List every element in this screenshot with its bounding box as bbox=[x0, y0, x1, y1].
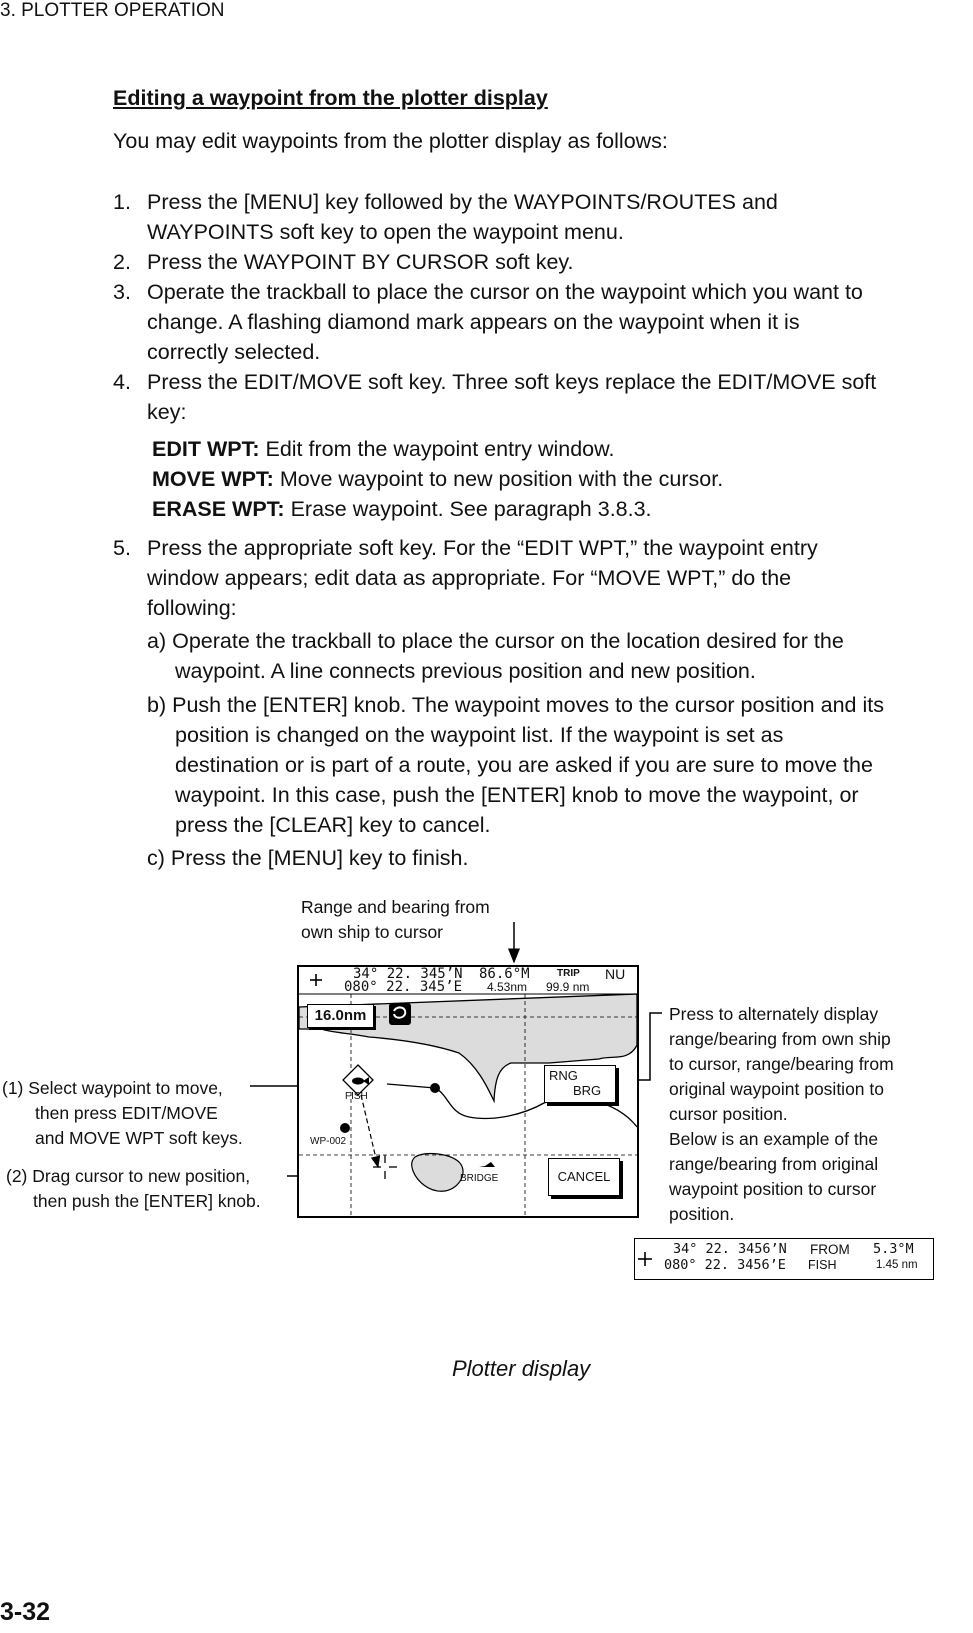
move-line bbox=[361, 1095, 378, 1167]
example-latitude: 34° 22. 3456’N bbox=[673, 1241, 787, 1257]
example-range: 1.45 nm bbox=[876, 1259, 918, 1271]
step-text: Press the EDIT/MOVE soft key. Three soft keys replace the EDIT/MOVE soft bbox=[147, 370, 877, 394]
island bbox=[412, 1154, 463, 1192]
trip-label: TRIP bbox=[557, 968, 580, 979]
step-number: 2. bbox=[113, 250, 131, 274]
substep-text: Press the [MENU] key to finish. bbox=[170, 846, 469, 870]
waypoint-dot bbox=[430, 1083, 440, 1093]
callout-line: range/bearing from original bbox=[669, 1154, 879, 1174]
step-text: Press the WAYPOINT BY CURSOR soft key. bbox=[147, 250, 574, 274]
softkey-desc: Erase waypoint. See paragraph 3.8.3. bbox=[290, 497, 652, 521]
step-number: 1. bbox=[113, 190, 131, 214]
figure-caption: Plotter display bbox=[452, 1356, 591, 1381]
running-header: 3. PLOTTER OPERATION bbox=[0, 0, 225, 21]
callout-line: waypoint position to cursor bbox=[669, 1179, 877, 1199]
button-label: RNG bbox=[549, 1068, 578, 1083]
step-number: 3. bbox=[113, 280, 131, 304]
step-text: window appears; edit data as appropriate. For “MOVE WPT,” do the bbox=[147, 566, 792, 590]
callout-line: cursor position. bbox=[669, 1104, 788, 1124]
cursor-bearing: 86.6°M bbox=[479, 966, 530, 982]
step-text: Press the appropriate soft key. For the “EDIT WPT,” the waypoint entry bbox=[147, 536, 818, 560]
cursor-plus-icon bbox=[310, 974, 322, 986]
example-readout-box bbox=[634, 1238, 934, 1280]
softkey-name: MOVE WPT: bbox=[152, 467, 274, 491]
range-scale[interactable]: 16.0nm bbox=[307, 1004, 374, 1028]
example-from-label: FROM bbox=[810, 1242, 850, 1257]
cancel-button[interactable]: CANCEL bbox=[548, 1158, 620, 1196]
callout-line: (1) Select waypoint to move, bbox=[2, 1078, 223, 1098]
substep-text: press the [CLEAR] key to cancel. bbox=[175, 813, 491, 837]
section-title: Editing a waypoint from the plotter display bbox=[113, 86, 548, 110]
example-bearing: 5.3°M bbox=[873, 1241, 914, 1257]
cursor-longitude: 080° 22. 345’E bbox=[344, 979, 463, 995]
callout-line: (2) Drag cursor to new position, bbox=[6, 1166, 251, 1186]
substep-label: c) bbox=[147, 846, 165, 870]
callout-line: original waypoint position to bbox=[669, 1079, 884, 1099]
softkey-name: ERASE WPT: bbox=[152, 497, 285, 521]
callout-line: range/bearing from own ship bbox=[669, 1029, 891, 1049]
step-text: Operate the trackball to place the cursor on the waypoint which you want to bbox=[147, 280, 863, 304]
substep-text: Operate the trackball to place the cursor on the location desired for the bbox=[172, 629, 844, 653]
page-number: 3-32 bbox=[0, 1598, 51, 1626]
callout-line: then press EDIT/MOVE bbox=[35, 1103, 218, 1123]
callout-line: position. bbox=[669, 1204, 735, 1224]
step-number: 4. bbox=[113, 370, 131, 394]
fish-mark-icon bbox=[352, 1078, 364, 1085]
example-longitude: 080° 22. 3456’E bbox=[664, 1257, 786, 1273]
example-from-name: FISH bbox=[808, 1258, 837, 1272]
callout-line: to cursor, range/bearing from bbox=[669, 1054, 894, 1074]
substep-text: waypoint. In this case, push the [ENTER] knob to move the waypoint, or bbox=[175, 783, 859, 807]
step-text: following: bbox=[147, 596, 237, 620]
substep-text: position is changed on the waypoint list. If the waypoint is set as bbox=[175, 723, 784, 747]
own-ship-icon bbox=[389, 1003, 411, 1025]
waypoint-label-bridge: BRIDGE bbox=[460, 1173, 499, 1184]
substep-text: destination or is part of a route, you are asked if you are sure to move the bbox=[175, 753, 873, 777]
step-text: Press the [MENU] key followed by the WAYPOINTS/ROUTES and bbox=[147, 190, 778, 214]
intro-paragraph: You may edit waypoints from the plotter display as follows: bbox=[113, 129, 668, 153]
bridge-mark-icon bbox=[479, 1162, 495, 1167]
callout-line: then push the [ENTER] knob. bbox=[33, 1191, 261, 1211]
cursor-range: 4.53nm bbox=[487, 980, 528, 994]
substep-label: b) bbox=[147, 693, 167, 717]
rng-brg-button[interactable] bbox=[544, 1065, 616, 1103]
softkey-name: EDIT WPT: bbox=[152, 437, 260, 461]
waypoint-label-fish: FISH bbox=[345, 1091, 368, 1102]
waypoint-label-wp002: WP-002 bbox=[310, 1136, 347, 1147]
substep-text: waypoint. A line connects previous position and new position. bbox=[175, 659, 756, 683]
cursor-latitude: 34° 22. 345’N bbox=[353, 966, 463, 982]
callout-line: and MOVE WPT soft keys. bbox=[35, 1128, 243, 1148]
plotter-screen bbox=[297, 965, 639, 1218]
orientation-mode: NU bbox=[605, 966, 626, 982]
trip-value: 99.9 nm bbox=[546, 980, 590, 994]
softkey-desc: Edit from the waypoint entry window. bbox=[265, 437, 615, 461]
cursor-plus-icon bbox=[637, 1251, 653, 1267]
substep-text: Push the [ENTER] knob. The waypoint moves to the cursor position and its bbox=[172, 693, 884, 717]
step-number: 5. bbox=[113, 536, 131, 560]
button-label: BRG bbox=[573, 1083, 602, 1098]
step-text: WAYPOINTS soft key to open the waypoint menu. bbox=[147, 220, 624, 244]
step-text: correctly selected. bbox=[147, 340, 321, 364]
callout-line: Press to alternately display bbox=[669, 1004, 879, 1024]
substep-label: a) bbox=[147, 629, 167, 653]
callout-line: own ship to cursor bbox=[301, 922, 444, 942]
step-text: key: bbox=[147, 400, 187, 424]
callout-line: Below is an example of the bbox=[669, 1129, 879, 1149]
softkey-desc: Move waypoint to new position with the cursor. bbox=[279, 467, 724, 491]
step-text: change. A flashing diamond mark appears on the waypoint when it is bbox=[147, 310, 800, 334]
waypoint-dot bbox=[340, 1123, 350, 1133]
callout-line: Range and bearing from bbox=[301, 897, 490, 917]
